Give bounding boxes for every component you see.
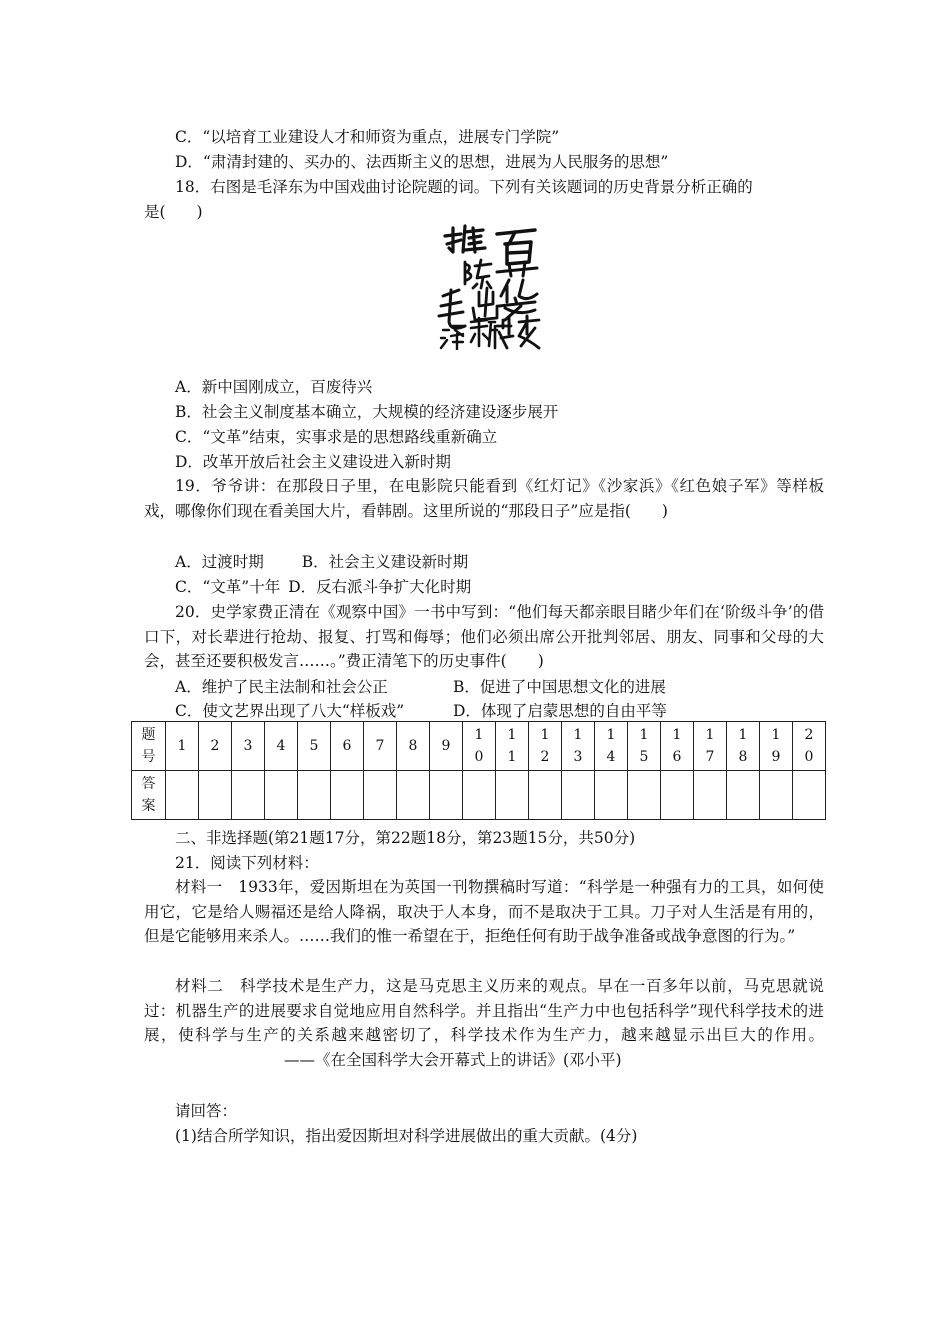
number-cell: 6 <box>331 722 364 771</box>
answer-cell[interactable] <box>298 771 331 820</box>
number-header-cell <box>132 722 166 771</box>
q18-stem: 18．右图是毛泽东为中国戏曲讨论院题的词。下列有关该题词的历史背景分析正确的 <box>175 178 753 196</box>
q19-stem: 19．爷爷讲：在那段日子里，在电影院只能看到《红灯记》《沙家浜》《红色娘子军》等样板戏，哪像你们现在看美国大片，看韩剧。这里所说的“那段日子”应是指( ) <box>144 477 824 520</box>
number-cell: 1 0 <box>463 722 496 771</box>
answer-cell[interactable] <box>760 771 793 820</box>
q18-option-b: B．社会主义制度基本确立，大规模的经济建设逐步展开 <box>175 403 559 421</box>
answer-cell[interactable] <box>661 771 694 820</box>
q19-option-d: D．反右派斗争扩大化时期 <box>288 578 472 596</box>
answer-cell[interactable] <box>430 771 463 820</box>
q21-prompt: 请回答： <box>175 1102 238 1120</box>
q18-option-a: A．新中国刚成立，百废待兴 <box>175 378 373 396</box>
part2-heading: 二、非选择题(第21题17分，第22题18分，第23题15分，共50分) <box>175 829 636 847</box>
answer-cell[interactable] <box>199 771 232 820</box>
q19-options-cd <box>175 577 471 597</box>
answer-cell[interactable] <box>694 771 727 820</box>
calligraphy-strokes <box>439 226 539 350</box>
header-char: 号 <box>141 749 156 765</box>
q20-option-d: D．体现了启蒙思想的自由平等 <box>453 702 667 720</box>
material-2-text: 材料二 科学技术是生产力，这是马克思主义历来的观点。早在一百多年以前，马克思就说过：机器生产的进展要求自觉地应用自然科学。并且指出“生产力中也包括科学”现代科学技术的进展，使科学与生产的关系越来越密切了，科学技术作为生产力，越来越显示出巨大的作用。 <box>144 977 824 1044</box>
answer-cell[interactable] <box>793 771 826 820</box>
q21-material-2 <box>144 974 824 1072</box>
number-cell: 1 9 <box>760 722 793 771</box>
q18-stem-cont: 是( ) <box>144 203 203 221</box>
answer-cell[interactable] <box>364 771 397 820</box>
number-cell: 1 5 <box>628 722 661 771</box>
number-cell: 3 <box>232 722 265 771</box>
number-cell: 2 <box>199 722 232 771</box>
calligraphy-image <box>435 222 545 350</box>
answer-cell[interactable] <box>331 771 364 820</box>
q20-option-c: C．使文艺界出现了八大“样板戏” <box>175 702 405 720</box>
number-cell: 1 4 <box>595 722 628 771</box>
q19-option-b: B．社会主义建设新时期 <box>301 553 469 571</box>
answer-cell[interactable] <box>463 771 496 820</box>
q18-option-c: C．“文革”结束，实事求是的思想路线重新确立 <box>175 428 498 446</box>
q20-option-a: A．维护了民主法制和社会公正 <box>175 678 388 696</box>
q19-options-ab <box>175 552 468 572</box>
number-cell: 1 7 <box>694 722 727 771</box>
q19-option-c: C．“文革”十年 <box>175 578 281 596</box>
material-2-source: ——《在全国科学大会开幕式上的讲话》(邓小平) <box>284 1050 622 1069</box>
header-char: 题 <box>141 727 156 743</box>
q17-option-c: C．“以培育工业建设人才和师资为重点，进展专门学院” <box>175 128 560 146</box>
number-cell: 9 <box>430 722 463 771</box>
q21-sub-1: (1)结合所学知识，指出爱因斯坦对科学进展做出的重大贡献。(4分) <box>175 1127 638 1145</box>
q18-option-d: D．改革开放后社会主义建设进入新时期 <box>175 453 451 471</box>
answer-cell[interactable] <box>529 771 562 820</box>
answer-cell[interactable] <box>166 771 199 820</box>
header-char: 答 <box>141 776 156 792</box>
number-cell: 1 <box>166 722 199 771</box>
answer-cell[interactable] <box>727 771 760 820</box>
answer-header-cell <box>132 771 166 820</box>
number-cell: 1 6 <box>661 722 694 771</box>
answer-cell[interactable] <box>595 771 628 820</box>
answer-row <box>132 771 826 820</box>
header-char: 案 <box>141 798 156 814</box>
answer-cell[interactable] <box>397 771 430 820</box>
q20-options-cd <box>175 701 667 721</box>
number-cell: 2 0 <box>793 722 826 771</box>
q17-option-d: D．“肃清封建的、买办的、法西斯主义的思想，进展为人民服务的思想” <box>175 153 669 171</box>
number-cell: 7 <box>364 722 397 771</box>
number-cell: 1 8 <box>727 722 760 771</box>
number-cell: 8 <box>397 722 430 771</box>
number-cell: 5 <box>298 722 331 771</box>
number-cell: 1 3 <box>562 722 595 771</box>
number-cell: 1 1 <box>496 722 529 771</box>
answer-cell[interactable] <box>628 771 661 820</box>
answer-table <box>131 721 826 820</box>
answer-cell[interactable] <box>496 771 529 820</box>
q21-title: 21．阅读下列材料： <box>175 854 319 872</box>
answer-cell[interactable] <box>232 771 265 820</box>
number-row <box>132 722 826 771</box>
answer-cell[interactable] <box>562 771 595 820</box>
number-cell: 1 2 <box>529 722 562 771</box>
q20-option-b: B．促进了中国思想文化的进展 <box>453 678 666 696</box>
q21-material-1: 材料一 1933年，爱因斯坦在为英国一刊物撰稿时写道：“科学是一种强有力的工具，如何使用它，它是给人赐福还是给人降祸，取决于人本身，而不是取决于工具。刀子对人生活是有用的，但是它能够用来杀人。……我们的惟一希望在于，拒绝任何有助于战争准备或战争意图的行为。” <box>144 878 824 945</box>
q20-options-ab <box>175 677 666 697</box>
q20-stem: 20．史学家费正清在《观察中国》一书中写到：“他们每天都亲眼目睹少年们在‘阶级斗争’的借口下，对长辈进行抢劫、报复、打骂和侮辱；他们必须出席公开批判邻居、朋友、同事和父母的大会，甚至还要积极发言……。”费正清笔下的历史事件( ) <box>144 603 824 670</box>
number-cell: 4 <box>265 722 298 771</box>
answer-cell[interactable] <box>265 771 298 820</box>
q19-option-a: A．过渡时期 <box>175 553 264 571</box>
